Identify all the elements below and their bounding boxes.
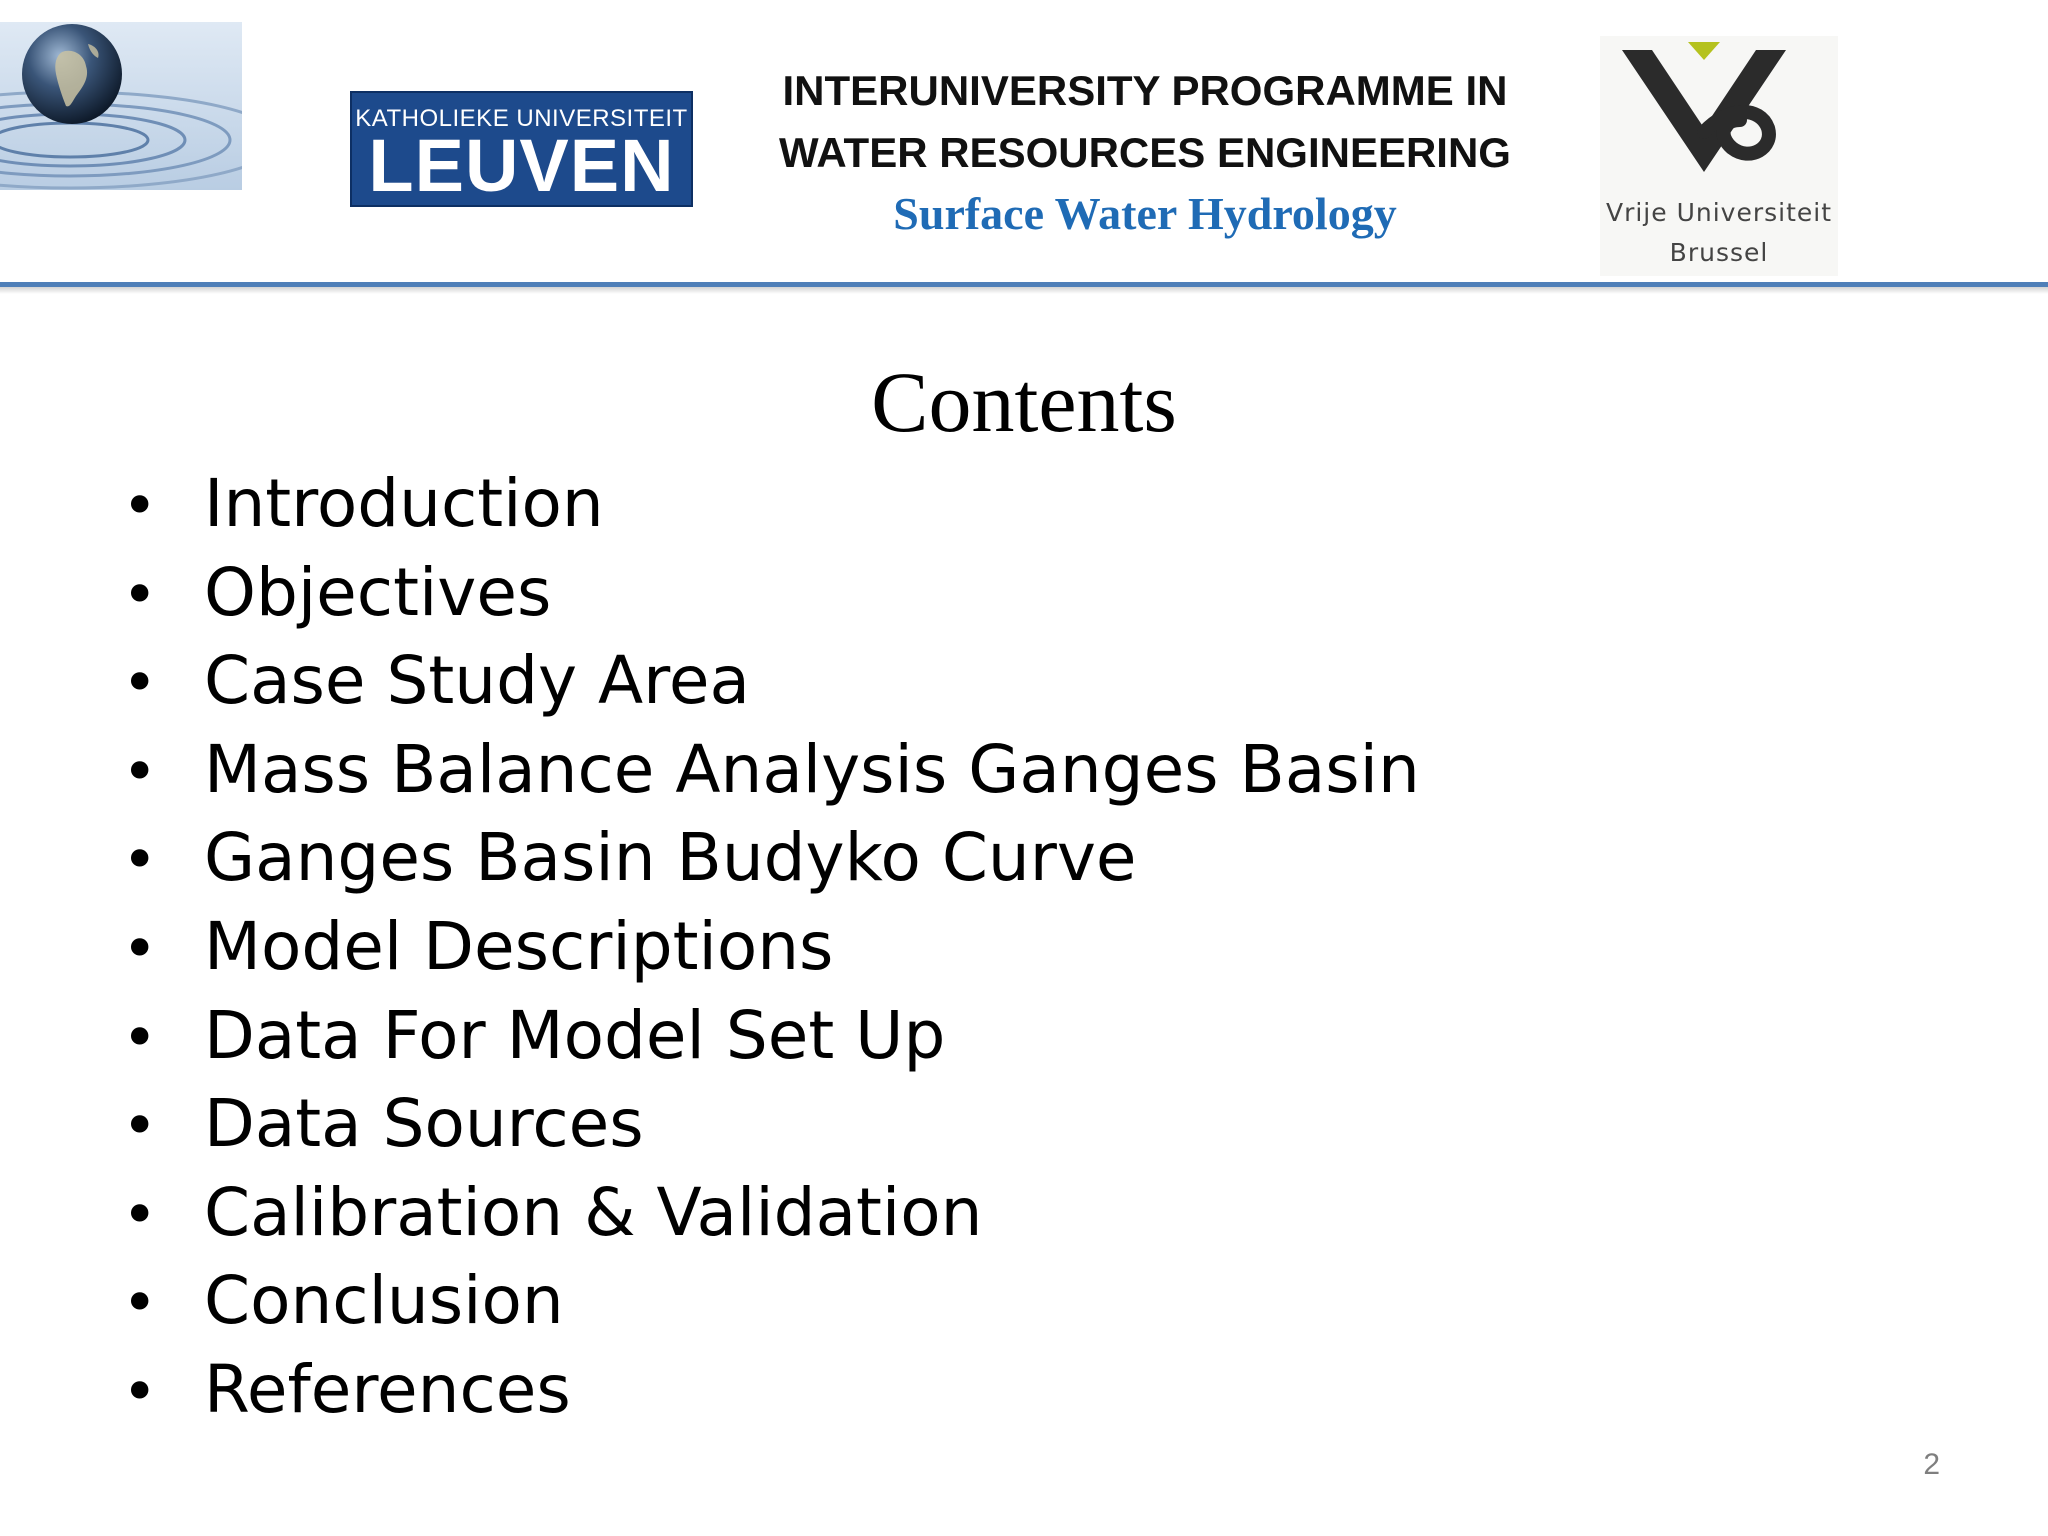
list-item bbox=[118, 460, 1420, 549]
vub-logo-line2: Brussel bbox=[1669, 238, 1769, 267]
list-item-text: Model Descriptions bbox=[204, 907, 834, 985]
list-item-text: References bbox=[204, 1350, 571, 1428]
contents-list bbox=[118, 460, 1420, 1435]
list-item-text: Case Study Area bbox=[204, 642, 750, 720]
course-subtitle: Surface Water Hydrology bbox=[893, 188, 1397, 239]
bullet-icon: • bbox=[122, 1268, 158, 1339]
kul-logo-bottom-text: LEUVEN bbox=[368, 124, 675, 207]
list-item-text: Objectives bbox=[204, 553, 552, 631]
programme-title-line2: WATER RESOURCES ENGINEERING bbox=[779, 129, 1511, 176]
list-item-text: Ganges Basin Budyko Curve bbox=[204, 819, 1137, 897]
globe-water-logo bbox=[0, 22, 242, 190]
list-item bbox=[118, 903, 1420, 992]
list-item bbox=[118, 1080, 1420, 1169]
bullet-icon: • bbox=[122, 471, 158, 541]
list-item-text: Data Sources bbox=[204, 1085, 644, 1163]
slide-title: Contents bbox=[871, 354, 1177, 450]
bullet-icon: • bbox=[122, 1356, 158, 1427]
list-item-text: Mass Balance Analysis Ganges Basin bbox=[204, 730, 1420, 808]
list-item-text: Introduction bbox=[204, 465, 604, 542]
ku-leuven-logo bbox=[350, 91, 693, 207]
list-item bbox=[118, 637, 1420, 726]
programme-title-line1: INTERUNIVERSITY PROGRAMME IN bbox=[782, 67, 1508, 114]
bullet-icon: • bbox=[122, 1091, 158, 1162]
bullet-icon: • bbox=[122, 648, 158, 719]
list-item bbox=[118, 992, 1420, 1081]
kul-logo-top-text: KATHOLIEKE UNIVERSITEIT bbox=[355, 105, 688, 132]
vub-logo-line1: Vrije Universiteit bbox=[1605, 198, 1833, 227]
list-item-text: Conclusion bbox=[204, 1262, 564, 1340]
bullet-icon: • bbox=[122, 913, 158, 984]
list-item bbox=[118, 549, 1420, 638]
list-item bbox=[118, 1346, 1420, 1435]
list-item bbox=[118, 726, 1420, 815]
list-item-text: Data For Model Set Up bbox=[204, 996, 946, 1074]
programme-title bbox=[720, 60, 1570, 244]
bullet-icon: • bbox=[122, 736, 158, 807]
list-item bbox=[118, 1257, 1420, 1346]
bullet-icon: • bbox=[122, 1002, 158, 1073]
bullet-icon: • bbox=[122, 825, 158, 896]
list-item bbox=[118, 814, 1420, 903]
bullet-icon: • bbox=[122, 559, 158, 630]
bullet-icon: • bbox=[122, 1179, 158, 1250]
header-divider-shadow bbox=[0, 287, 2048, 294]
list-item bbox=[118, 1169, 1420, 1258]
page-number: 2 bbox=[1923, 1448, 1940, 1481]
slide-header bbox=[0, 0, 2048, 292]
list-item-text: Calibration & Validation bbox=[204, 1173, 983, 1251]
